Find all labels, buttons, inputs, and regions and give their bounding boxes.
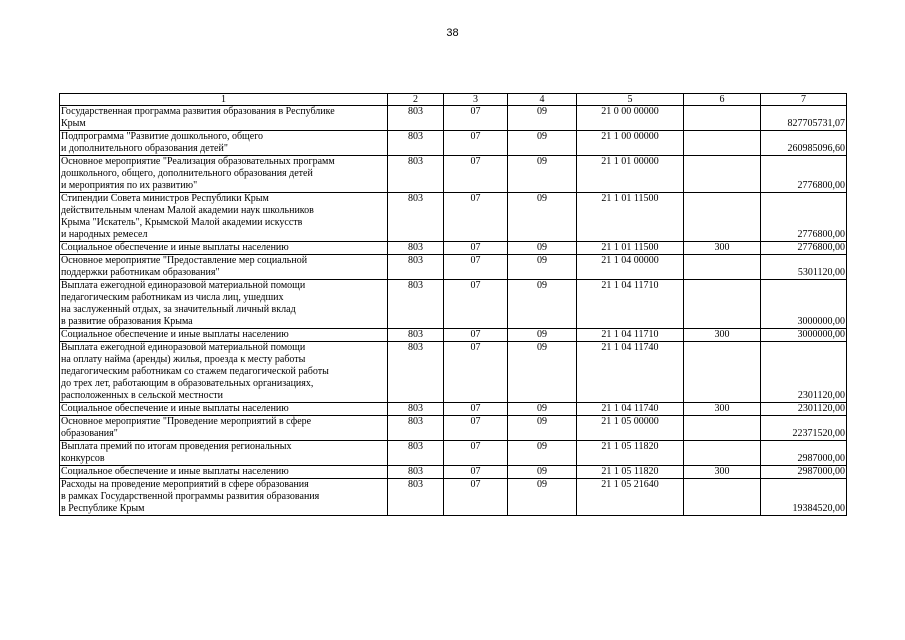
code-cell-3: 07 <box>444 156 508 193</box>
code-cell-6 <box>684 416 761 441</box>
header-cell: 6 <box>684 94 761 106</box>
code-cell-4: 09 <box>508 193 577 242</box>
code-cell-4: 09 <box>508 329 577 342</box>
code-cell-6: 300 <box>684 242 761 255</box>
table-row <box>60 441 847 466</box>
budget-table <box>59 93 847 516</box>
table-row <box>60 466 847 479</box>
code-cell-3: 07 <box>444 329 508 342</box>
code-cell-2: 803 <box>388 416 444 441</box>
code-cell-2: 803 <box>388 242 444 255</box>
amount-cell: 2301120,00 <box>761 403 847 416</box>
header-row <box>60 94 847 106</box>
code-cell-2: 803 <box>388 280 444 329</box>
code-cell-4: 09 <box>508 131 577 156</box>
code-cell-2: 803 <box>388 479 444 516</box>
table-row <box>60 106 847 131</box>
code-cell-3: 07 <box>444 131 508 156</box>
code-cell-3: 07 <box>444 255 508 280</box>
code-cell-4: 09 <box>508 255 577 280</box>
item-name-cell: Социальное обеспечение и иные выплаты населению <box>60 329 388 342</box>
code-cell-6 <box>684 441 761 466</box>
code-cell-5: 21 1 04 11740 <box>577 403 684 416</box>
code-cell-2: 803 <box>388 329 444 342</box>
code-cell-3: 07 <box>444 193 508 242</box>
item-name-cell: Выплата ежегодной единоразовой материальной помощи педагогическим работникам из числа лиц, ушедших на заслуженный отдых, за значительный личный вклад в развитие образования Крыма <box>60 280 388 329</box>
code-cell-2: 803 <box>388 466 444 479</box>
table-row <box>60 416 847 441</box>
header-cell: 1 <box>60 94 388 106</box>
code-cell-3: 07 <box>444 416 508 441</box>
amount-cell: 2776800,00 <box>761 242 847 255</box>
code-cell-5: 21 1 05 11820 <box>577 466 684 479</box>
code-cell-5: 21 0 00 00000 <box>577 106 684 131</box>
code-cell-3: 07 <box>444 342 508 403</box>
item-name-cell: Государственная программа развития образования в Республике Крым <box>60 106 388 131</box>
code-cell-2: 803 <box>388 106 444 131</box>
table-row <box>60 342 847 403</box>
header-cell: 3 <box>444 94 508 106</box>
code-cell-5: 21 1 00 00000 <box>577 131 684 156</box>
table-row <box>60 280 847 329</box>
header-cell: 7 <box>761 94 847 106</box>
code-cell-6: 300 <box>684 403 761 416</box>
item-name-cell: Выплата премий по итогам проведения региональных конкурсов <box>60 441 388 466</box>
code-cell-3: 07 <box>444 466 508 479</box>
code-cell-2: 803 <box>388 193 444 242</box>
code-cell-5: 21 1 04 11740 <box>577 342 684 403</box>
amount-cell: 2301120,00 <box>761 342 847 403</box>
code-cell-3: 07 <box>444 479 508 516</box>
amount-cell: 2776800,00 <box>761 193 847 242</box>
code-cell-4: 09 <box>508 403 577 416</box>
item-name-cell: Подпрограмма "Развитие дошкольного, общего и дополнительного образования детей" <box>60 131 388 156</box>
code-cell-4: 09 <box>508 242 577 255</box>
code-cell-2: 803 <box>388 441 444 466</box>
header-cell: 4 <box>508 94 577 106</box>
code-cell-5: 21 1 01 11500 <box>577 242 684 255</box>
page-number: 38 <box>446 27 459 39</box>
table-row <box>60 329 847 342</box>
code-cell-3: 07 <box>444 403 508 416</box>
code-cell-2: 803 <box>388 255 444 280</box>
code-cell-4: 09 <box>508 479 577 516</box>
item-name-cell: Основное мероприятие "Предоставление мер социальной поддержки работникам образования" <box>60 255 388 280</box>
table-row <box>60 156 847 193</box>
item-name-cell: Социальное обеспечение и иные выплаты населению <box>60 466 388 479</box>
code-cell-3: 07 <box>444 242 508 255</box>
code-cell-3: 07 <box>444 280 508 329</box>
code-cell-6 <box>684 280 761 329</box>
code-cell-4: 09 <box>508 466 577 479</box>
table-row <box>60 403 847 416</box>
header-cell: 2 <box>388 94 444 106</box>
item-name-cell: Основное мероприятие "Реализация образовательных программ дошкольного, общего, дополнительного образования детей и мероприятия по их развитию" <box>60 156 388 193</box>
code-cell-6 <box>684 479 761 516</box>
code-cell-4: 09 <box>508 106 577 131</box>
table-row <box>60 255 847 280</box>
code-cell-5: 21 1 05 21640 <box>577 479 684 516</box>
code-cell-3: 07 <box>444 106 508 131</box>
code-cell-2: 803 <box>388 156 444 193</box>
amount-cell: 260985096,60 <box>761 131 847 156</box>
code-cell-6: 300 <box>684 466 761 479</box>
code-cell-5: 21 1 05 00000 <box>577 416 684 441</box>
code-cell-2: 803 <box>388 131 444 156</box>
table-row <box>60 242 847 255</box>
code-cell-5: 21 1 04 00000 <box>577 255 684 280</box>
amount-cell: 827705731,07 <box>761 106 847 131</box>
table-row <box>60 193 847 242</box>
header-cell: 5 <box>577 94 684 106</box>
code-cell-2: 803 <box>388 342 444 403</box>
table-row <box>60 131 847 156</box>
amount-cell: 22371520,00 <box>761 416 847 441</box>
item-name-cell: Выплата ежегодной единоразовой материальной помощи на оплату найма (аренды) жилья, проезда к месту работы педагогическим работникам со стажем педагогической работы до трех лет, работающим в образовательных организациях, расположенных в сельской местности <box>60 342 388 403</box>
code-cell-6 <box>684 106 761 131</box>
amount-cell: 3000000,00 <box>761 329 847 342</box>
code-cell-5: 21 1 01 11500 <box>577 193 684 242</box>
code-cell-4: 09 <box>508 416 577 441</box>
code-cell-5: 21 1 04 11710 <box>577 329 684 342</box>
code-cell-6 <box>684 342 761 403</box>
code-cell-4: 09 <box>508 156 577 193</box>
table-row <box>60 479 847 516</box>
item-name-cell: Социальное обеспечение и иные выплаты населению <box>60 403 388 416</box>
amount-cell: 3000000,00 <box>761 280 847 329</box>
amount-cell: 2776800,00 <box>761 156 847 193</box>
code-cell-6 <box>684 156 761 193</box>
code-cell-4: 09 <box>508 280 577 329</box>
item-name-cell: Социальное обеспечение и иные выплаты населению <box>60 242 388 255</box>
amount-cell: 2987000,00 <box>761 441 847 466</box>
amount-cell: 5301120,00 <box>761 255 847 280</box>
item-name-cell: Стипендии Совета министров Республики Крым действительным членам Малой академии наук школьников Крыма "Искатель", Крымской Малой академии искусств и народных ремесел <box>60 193 388 242</box>
code-cell-4: 09 <box>508 342 577 403</box>
code-cell-5: 21 1 01 00000 <box>577 156 684 193</box>
code-cell-6: 300 <box>684 329 761 342</box>
item-name-cell: Основное мероприятие "Проведение мероприятий в сфере образования" <box>60 416 388 441</box>
code-cell-6 <box>684 255 761 280</box>
code-cell-6 <box>684 131 761 156</box>
code-cell-4: 09 <box>508 441 577 466</box>
code-cell-3: 07 <box>444 441 508 466</box>
code-cell-5: 21 1 04 11710 <box>577 280 684 329</box>
amount-cell: 2987000,00 <box>761 466 847 479</box>
item-name-cell: Расходы на проведение мероприятий в сфере образования в рамках Государственной программы развития образования в Республике Крым <box>60 479 388 516</box>
code-cell-5: 21 1 05 11820 <box>577 441 684 466</box>
amount-cell: 19384520,00 <box>761 479 847 516</box>
code-cell-6 <box>684 193 761 242</box>
code-cell-2: 803 <box>388 403 444 416</box>
